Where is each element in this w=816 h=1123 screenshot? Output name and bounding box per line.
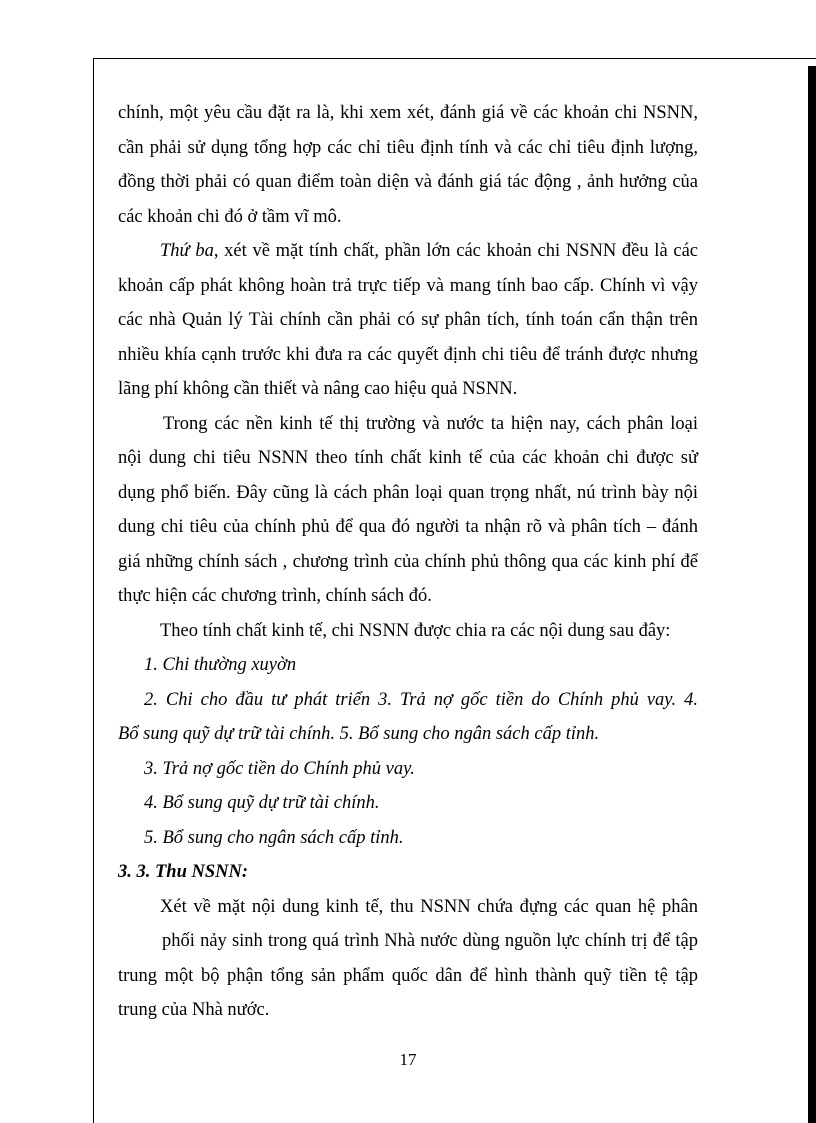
- text-line: chính, một yêu cầu đặt ra là, khi xem xét, đánh giá về các khoản chi NSNN,: [118, 103, 698, 123]
- list-item: 2. Chi cho đầu tư phát triển 3. Trả nợ gốc tiền do Chính phủ vay. 4.: [144, 689, 698, 710]
- text-line: phối nảy sinh trong quá trình Nhà nước dùng nguồn lực chính trị để tập: [162, 931, 698, 951]
- list-item: 5. Bổ sung cho ngân sách cấp tỉnh.: [144, 827, 404, 848]
- text-line: giá những chính sách , chương trình của chính phủ thông qua các kinh phí để: [118, 551, 698, 572]
- text-line: lãng phí không cần thiết và nâng cao hiệu quả NSNN.: [118, 379, 518, 399]
- text-line: trung của Nhà nước.: [118, 1000, 270, 1020]
- paragraph-continuation: [118, 96, 698, 234]
- text-line: trung một bộ phận tổng sản phẩm quốc dân để hình thành quỹ tiền tệ tập: [118, 965, 698, 986]
- text-line: thực hiện các chương trình, chính sách đó.: [118, 586, 432, 606]
- text-line: nội dung chi tiêu NSNN theo tính chất kinh tế của các khoản chi được sử: [118, 448, 698, 468]
- section-heading: 3. 3. Thu NSNN:: [118, 862, 249, 882]
- text-span: , xét về mặt tính chất, phần lớn các khoản chi NSNN đều là các: [213, 241, 698, 261]
- text-line: Theo tính chất kinh tế, chi NSNN được chia ra các nội dung sau đây:: [160, 620, 671, 641]
- text-line: [118, 234, 698, 269]
- text-line: dụng phổ biến. Đây cũng là cách phân loại quan trọng nhất, nú trình bày nội: [118, 482, 698, 503]
- page-number: 17: [399, 1050, 417, 1069]
- document-body: [118, 96, 698, 1028]
- text-line: nhiều khía cạnh trước khi đưa ra các quyết định chi tiêu để tránh được nhưng: [118, 344, 698, 365]
- text-line: Xét về mặt nội dung kinh tế, thu NSNN chứa đựng các quan hệ phân: [160, 896, 698, 917]
- list-item: 1. Chi thường xuyờn: [144, 655, 297, 675]
- paragraph-intro-list: [118, 614, 698, 649]
- text-line: khoản cấp phát không hoàn trả trực tiếp và mang tính bao cấp. Chính vì vậy: [118, 275, 698, 296]
- text-line: dung chi tiêu của chính phủ để qua đó người ta nhận rõ và phân tích – đánh: [118, 517, 698, 537]
- text-line: Trong các nền kinh tế thị trường và nước ta hiện nay, cách phân loại: [163, 413, 698, 434]
- text-line: cần phải sử dụng tổng hợp các chỉ tiêu định tính và các chỉ tiêu định lượng,: [118, 137, 698, 158]
- paragraph-thu-nsnn: [118, 890, 698, 1028]
- paragraph-thu-ba: [118, 234, 698, 407]
- text-line: đồng thời phải có quan điểm toàn diện và đánh giá tác động , ảnh hưởng của: [118, 172, 698, 192]
- spending-list: [118, 648, 698, 855]
- list-item: 3. Trả nợ gốc tiền do Chính phủ vay.: [144, 758, 415, 779]
- list-item: Bổ sung quỹ dự trữ tài chính. 5. Bổ sung cho ngân sách cấp tỉnh.: [118, 724, 600, 744]
- text-line: các khoản chi đó ở tầm vĩ mô.: [118, 206, 342, 227]
- paragraph-phan-loai: [118, 407, 698, 614]
- page-shadow: [808, 66, 816, 1123]
- text-line: các nhà Quản lý Tài chính cần phải có sự phân tích, tính toán cẩn thận trên: [118, 310, 698, 330]
- list-item: 4. Bổ sung quỹ dự trữ tài chính.: [144, 793, 380, 813]
- italic-lead: Thứ ba: [160, 241, 214, 261]
